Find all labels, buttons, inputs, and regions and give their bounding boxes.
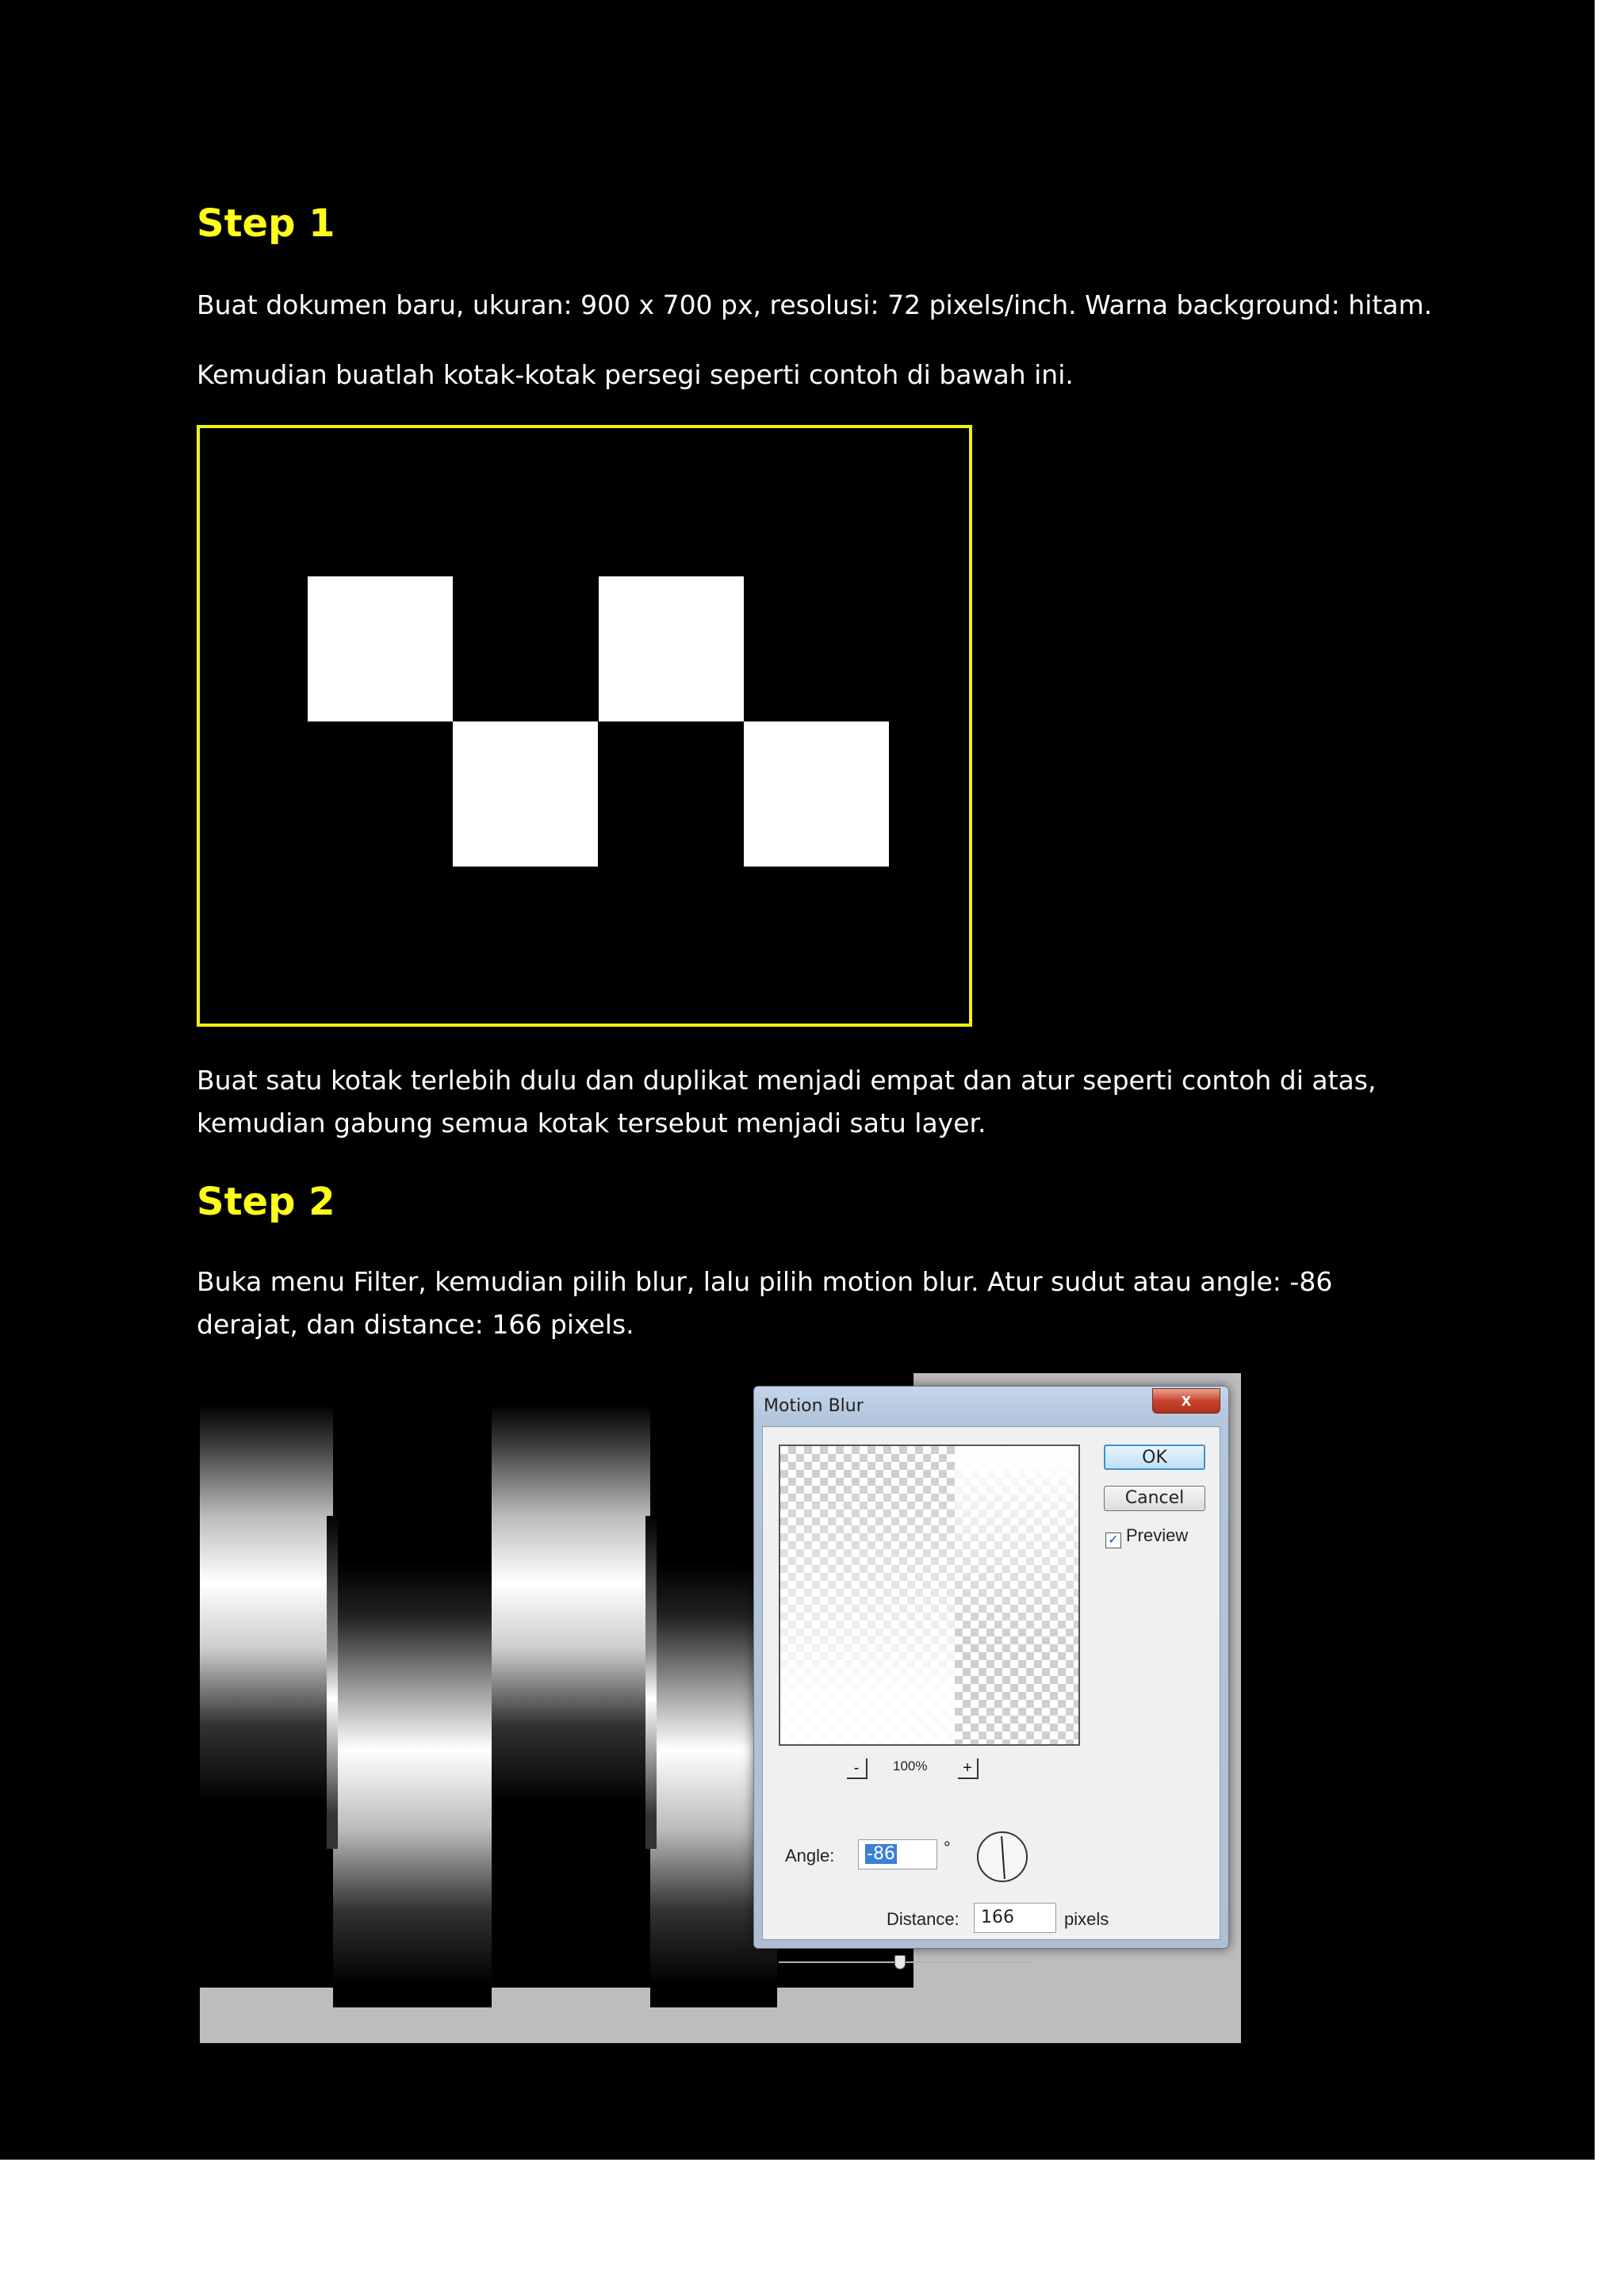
- preview-fade-left: [780, 1446, 955, 1744]
- step1-heading: Step 1: [197, 201, 335, 246]
- dialog-body: [762, 1426, 1220, 1940]
- angle-input[interactable]: [858, 1839, 937, 1869]
- white-square-2: [453, 721, 598, 867]
- squares-figure: [197, 425, 972, 1027]
- distance-unit: pixels: [1064, 1909, 1109, 1929]
- blur-column-1: [200, 1405, 333, 1849]
- distance-slider-thumb[interactable]: [894, 1955, 906, 1969]
- zoom-out-button[interactable]: -: [847, 1758, 868, 1779]
- distance-input[interactable]: 166: [974, 1903, 1056, 1933]
- white-square-1: [308, 576, 453, 721]
- white-square-4: [744, 721, 889, 867]
- angle-value: -86: [867, 1844, 895, 1864]
- cancel-button[interactable]: Cancel: [1104, 1486, 1205, 1511]
- angle-unit: °: [944, 1838, 951, 1858]
- close-button[interactable]: x: [1152, 1388, 1220, 1414]
- angle-dial[interactable]: [977, 1831, 1028, 1882]
- preview-checkbox[interactable]: [1105, 1525, 1188, 1548]
- angle-label: Angle:: [785, 1846, 835, 1866]
- white-square-3: [599, 576, 744, 721]
- angle-needle-icon: [1001, 1836, 1005, 1879]
- distance-label: Distance:: [887, 1909, 959, 1929]
- distance-slider-track[interactable]: [779, 1961, 1032, 1963]
- preview-pane[interactable]: [779, 1445, 1080, 1746]
- blur-edge-1: [327, 1516, 338, 1849]
- blur-column-2: [333, 1563, 492, 2007]
- step1-paragraph-3: Buat satu kotak terlebih dulu dan duplikat menjadi empat dan atur seperti contoh di atas, kemudian gabung semua kotak tersebut menjadi satu layer.: [197, 1065, 1377, 1138]
- blur-edge-2: [645, 1516, 657, 1849]
- zoom-in-button[interactable]: +: [958, 1758, 979, 1779]
- checkbox-icon[interactable]: ✓: [1105, 1533, 1121, 1548]
- step1-paragraph-2: Kemudian buatlah kotak-kotak persegi seperti contoh di bawah ini.: [197, 359, 1074, 390]
- preview-label: Preview: [1126, 1525, 1189, 1545]
- dialog-title: Motion Blur: [764, 1396, 864, 1416]
- blur-column-3: [492, 1405, 650, 1849]
- zoom-level: 100%: [893, 1758, 928, 1774]
- ok-button[interactable]: OK: [1104, 1445, 1205, 1470]
- step2-paragraph-1: Buka menu Filter, kemudian pilih blur, lalu pilih motion blur. Atur sudut atau angle: -86 derajat, dan distance: 166 pixels.: [197, 1266, 1333, 1340]
- step2-heading: Step 2: [197, 1180, 335, 1224]
- step1-paragraph-1: Buat dokumen baru, ukuran: 900 x 700 px, resolusi: 72 pixels/inch. Warna background: hitam.: [197, 289, 1433, 320]
- preview-fade-right: [955, 1446, 1080, 1744]
- motion-blur-dialog: [753, 1386, 1229, 1949]
